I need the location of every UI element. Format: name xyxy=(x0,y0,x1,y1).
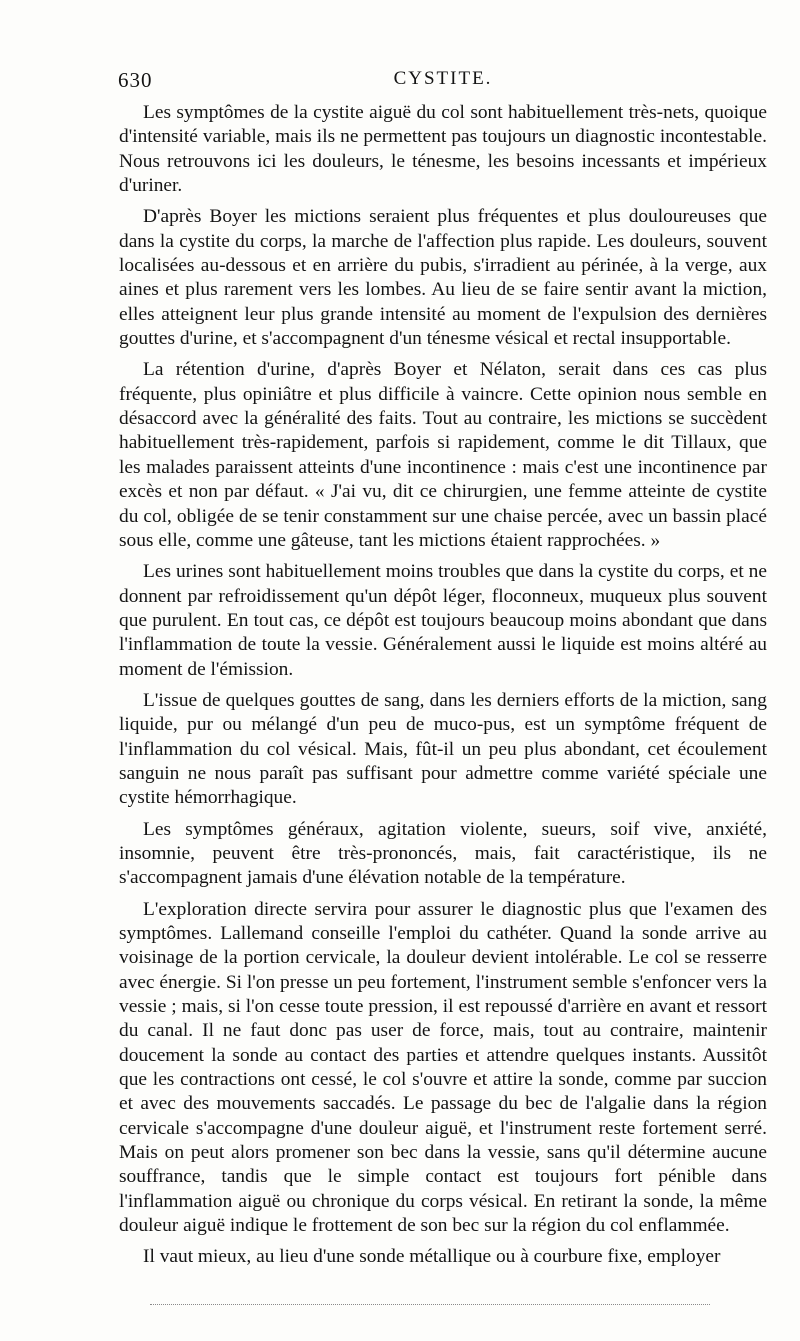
body-text xyxy=(119,101,767,1270)
paragraph-general-symptoms: Les symptômes généraux, agitation violente, sueurs, soif vive, anxiété, insomnie, peuvent être très-prononcés, mais, fait caractéristique, ils ne s'accompagnent jamais d'une élévation notable de la température. xyxy=(119,818,767,889)
paragraph-exploration: L'exploration directe servira pour assurer le diagnostic plus que l'examen des symptômes. Lallemand conseille l'emploi du cathéter. Quand la sonde arrive au voisinage de la portion cervicale, la douleur devient intolérable. Le col se resserre avec énergie. Si l'on presse un peu fortement, l'instrument semble s'enfoncer vers la vessie ; mais, si l'on cesse toute pression, il est repoussé d'arrière en avant et ressort du canal. Il ne faut donc pas user de force, mais, tout au contraire, maintenir doucement la sonde au contact des parties et attendre quelques instants. Aussitôt que les contractions ont cessé, le col s'ouvre et attire la sonde, comme par succion et avec des mouvements saccadés. Le passage du bec de l'algalie dans la région cervicale s'accompagne d'une douleur aiguë, et l'instrument reste fortement serré. Mais on peut alors promener son bec dans la vessie, sans qu'il détermine aucune souffrance, tandis que le simple contact est toujours fort pénible dans l'inflammation aiguë ou chronique du corps vésical. En retirant la sonde, la même douleur aiguë indique le frottement de son bec sur la région du col enflammée. xyxy=(119,898,767,1237)
paragraph-sonde: Il vaut mieux, au lieu d'une sonde métallique ou à courbure fixe, employer xyxy=(143,1246,721,1268)
page-number: 630 xyxy=(118,68,153,92)
running-head: CYSTITE. xyxy=(393,68,493,89)
page-header xyxy=(118,68,768,98)
paragraph-urines: Les urines sont habituellement moins troubles que dans la cystite du corps, et ne donnent par refroidissement qu'un dépôt léger, floconneux, muqueux plus souvent que purulent. En tout cas, ce dépôt est toujours beaucoup moins abondant que dans l'inflammation de toute la vessie. Généralement aussi le liquide est moins altéré au moment de l'émission. xyxy=(119,561,767,680)
bottom-rule xyxy=(150,1304,710,1305)
paragraph-urine-retention: La rétention d'urine, d'après Boyer et Nélaton, serait dans ces cas plus fréquente, plus opiniâtre et plus difficile à vaincre. Cette opinion nous semble en désaccord avec la généralité des faits. Tout au contraire, les mictions se succèdent habituellement très-rapidement, parfois si rapidement, comme le dit Tillaux, que les malades paraissent atteints d'une incontinence : mais c'est une incontinence par excès et non par défaut. « J'ai vu, dit ce chirurgien, une femme atteinte de cystite du col, obligée de se tenir constamment sur une chaise percée, avec un bassin placé sous elle, comme une gâteuse, tant les mictions étaient rapprochées. » xyxy=(119,359,767,551)
paragraph-col-symptoms: Les symptômes de la cystite aiguë du col sont habituellement très-nets, quoique d'intensité variable, mais ils ne permettent pas toujours un diagnostic incontestable. Nous retrouvons ici les douleurs, le ténesme, les besoins incessants et impérieux d'uriner. xyxy=(119,102,767,197)
paragraph-blood: L'issue de quelques gouttes de sang, dans les derniers efforts de la miction, sang liquide, pur ou mélangé d'un peu de muco-pus, est un symptôme fréquent de l'inflammation du col vésical. Mais, fût-il un peu plus abondant, cet écoulement sanguin ne nous paraît pas suffisant pour admettre comme variété spéciale une cystite hémorrhagique. xyxy=(119,689,767,809)
paragraph-boyer-mictions: D'après Boyer les mictions seraient plus fréquentes et plus douloureuses que dans la cystite du corps, la marche de l'affection plus rapide. Les douleurs, souvent localisées au-dessous et en arrière du pubis, s'irradient au périnée, à la verge, aux aines et plus rarement vers les lombes. Au lieu de se faire sentir avant la miction, elles atteignent leur plus grande intensité au moment de l'expulsion des dernières gouttes d'urine, et s'accompagnent d'un ténesme vésical et rectal insupportable. xyxy=(119,206,767,350)
